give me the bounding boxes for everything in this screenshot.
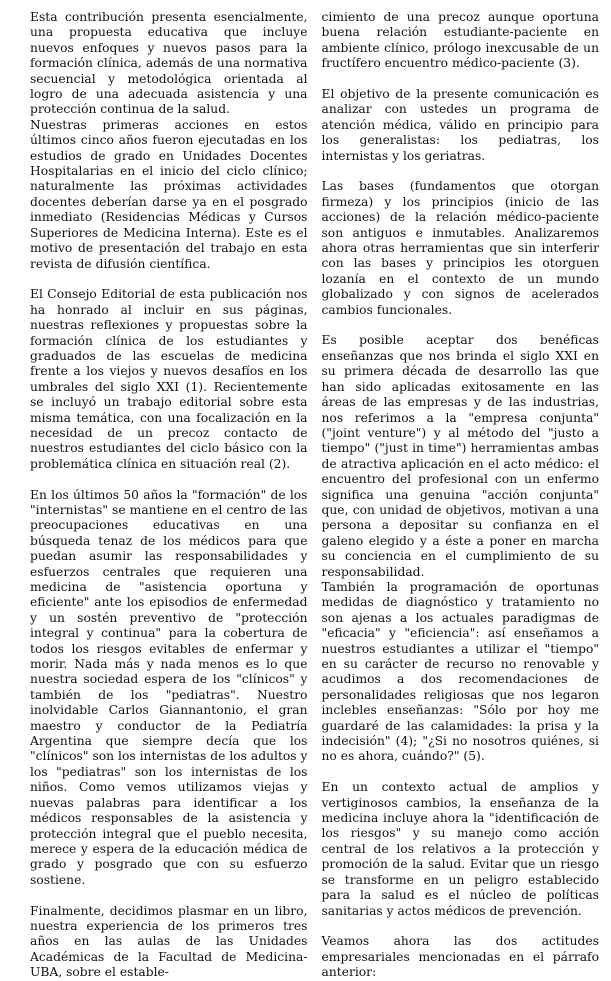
paragraph: También la programación de oportunas medidas de diagnóstico y tratamiento no son ajenas a los actuales paradigmas de "eficacia" y "eficiencia": así enseñamos a nuestros estudiantes a utilizar el "tiempo" en su carácter de recurso no renovable y acudimos a dos recomendaciones de personalidades religiosas que nos legaron inclebles enseñanzas: "Sólo por hoy me guardaré de las calamidades: la prisa y la indecisión" (4); "¿Si no nosotros quiénes, si no es ahora, cuándo?" (5). bbox=[321, 579, 599, 764]
paragraph: Esta contribución presenta esencialmente, una propuesta educativa que incluye nuevos enfoques y nuevos pasos para la formación clínica, además de una normativa secuencial y metodológica orientada al logro de una adecuada asistencia y una protección continua de la salud. bbox=[30, 10, 308, 117]
paragraph: Nuestras primeras acciones en estos últimos cinco años fueron ejecutadas en los estudios de grado en Unidades Docentes Hospitalarias en el inicio del ciclo clínico; naturalmente las próximas actividades docentes deberían darse ya en el posgrado inmediato (Residencias Médicas y Cursos Superiores de Medicina Interna). Este es el motivo de presentación del trabajo en esta revista de difusión científica. bbox=[30, 117, 308, 271]
paragraph: En los últimos 50 años la "formación" de los "internistas" se mantiene en el centro de las preocupaciones educativas en una búsqueda tenaz de los médicos para que puedan asumir las responsabilidades y esfuerzos centrales que requieren una medicina de "asistencia oportuna y eficiente" ante los episodios de enfermedad y un sostén preventivo de "protección integral y continua" para la cobertura de todos los riesgos evitables de enfermar y morir. Nada más y nada menos es lo que nuestra sociedad espera de los "clínicos" y también de los "pediatras". Nuestro inolvidable Carlos Giannantonio, el gran maestro y conductor de la Pediatría Argentina que siempre decía que los "clínicos" son los internistas de los adultos y los "pediatras" son los internistas de los niños. Como vemos utilizamos viejas y nuevas palabras para identificar a los médicos responsables de la asistencia y protección integral que el pueblo necesita, merece y espera de la educación médica de grado y posgrado que con su esfuerzo sostiene. bbox=[30, 487, 308, 887]
paragraph: Es posible aceptar dos benéficas enseñanzas que nos brinda el siglo XXI en su primera década de desarrollo las que han sido aplicadas exitosamente en las áreas de las empresas y de las industrias, nos referimos a la "empresa conjunta" ("joint venture") y al método del "justo a tiempo" ("just in time") herramientas ambas de atractiva aplicación en el acto médico: el encuentro del profesional con un enfermo significa una genuina "acción conjunta" que, con unidad de objetivos, motivan a una persona a depositar su confianza en el galeno elegido y a éste a poner en marcha su conciencia en el cumplimiento de su responsabilidad. bbox=[321, 333, 599, 579]
paragraph: En un contexto actual de amplios y vertiginosos cambios, la enseñanza de la medicina incluye ahora la "identificación de los riesgos" y su manejo como acción central de los relativos a la protección y promoción de la salud. Evitar que un riesgo se transforme en un peligro establecido para la salud es el núcleo de políticas sanitarias y actos médicos de prevención. bbox=[321, 780, 599, 918]
paragraph: El Consejo Editorial de esta publicación nos ha honrado al incluir en sus páginas, nuestras reflexiones y propuestas sobre la formación clínica de los estudiantes y graduados de las escuelas de medicina frente a los viejos y nuevos desafíos en los umbrales del siglo XXI (1). Recientemente se incluyó un trabajo editorial sobre esta misma temática, con una focalización en la necesidad de un precoz contacto de nuestros estudiantes del ciclo básico con la problemática clínica en situación real (2). bbox=[30, 287, 308, 471]
paragraph: Finalmente, decidimos plasmar en un libro, nuestra experiencia de los primeros tres años en las aulas de las Unidades Académicas de la Facultad de Medicina-UBA, sobre el estable- bbox=[30, 903, 308, 980]
paragraph: Veamos ahora las dos actitudes empresariales mencionadas en el párrafo anterior: bbox=[321, 934, 599, 980]
right-column bbox=[321, 10, 600, 980]
left-column bbox=[30, 10, 308, 980]
paragraph: Las bases (fundamentos que otorgan firmeza) y los principios (inicio de las acciones) de la relación médico-paciente son antiguos e inmutables. Analizaremos ahora otras herramientas que sin interferir con las bases y principios les otorguen lozanía en el contexto de un mundo globalizado y con signos de acelerados cambios funcionales. bbox=[321, 179, 599, 317]
paragraph: El objetivo de la presente comunicación es analizar con ustedes un programa de atención médica, válido en principio para los generalistas: los pediatras, los internistas y los geriatras. bbox=[321, 87, 599, 163]
paragraph: cimiento de una precoz aunque oportuna buena relación estudiante-paciente en ambiente clínico, prólogo inexcusable de un fructífero encuentro médico-paciente (3). bbox=[321, 10, 599, 71]
